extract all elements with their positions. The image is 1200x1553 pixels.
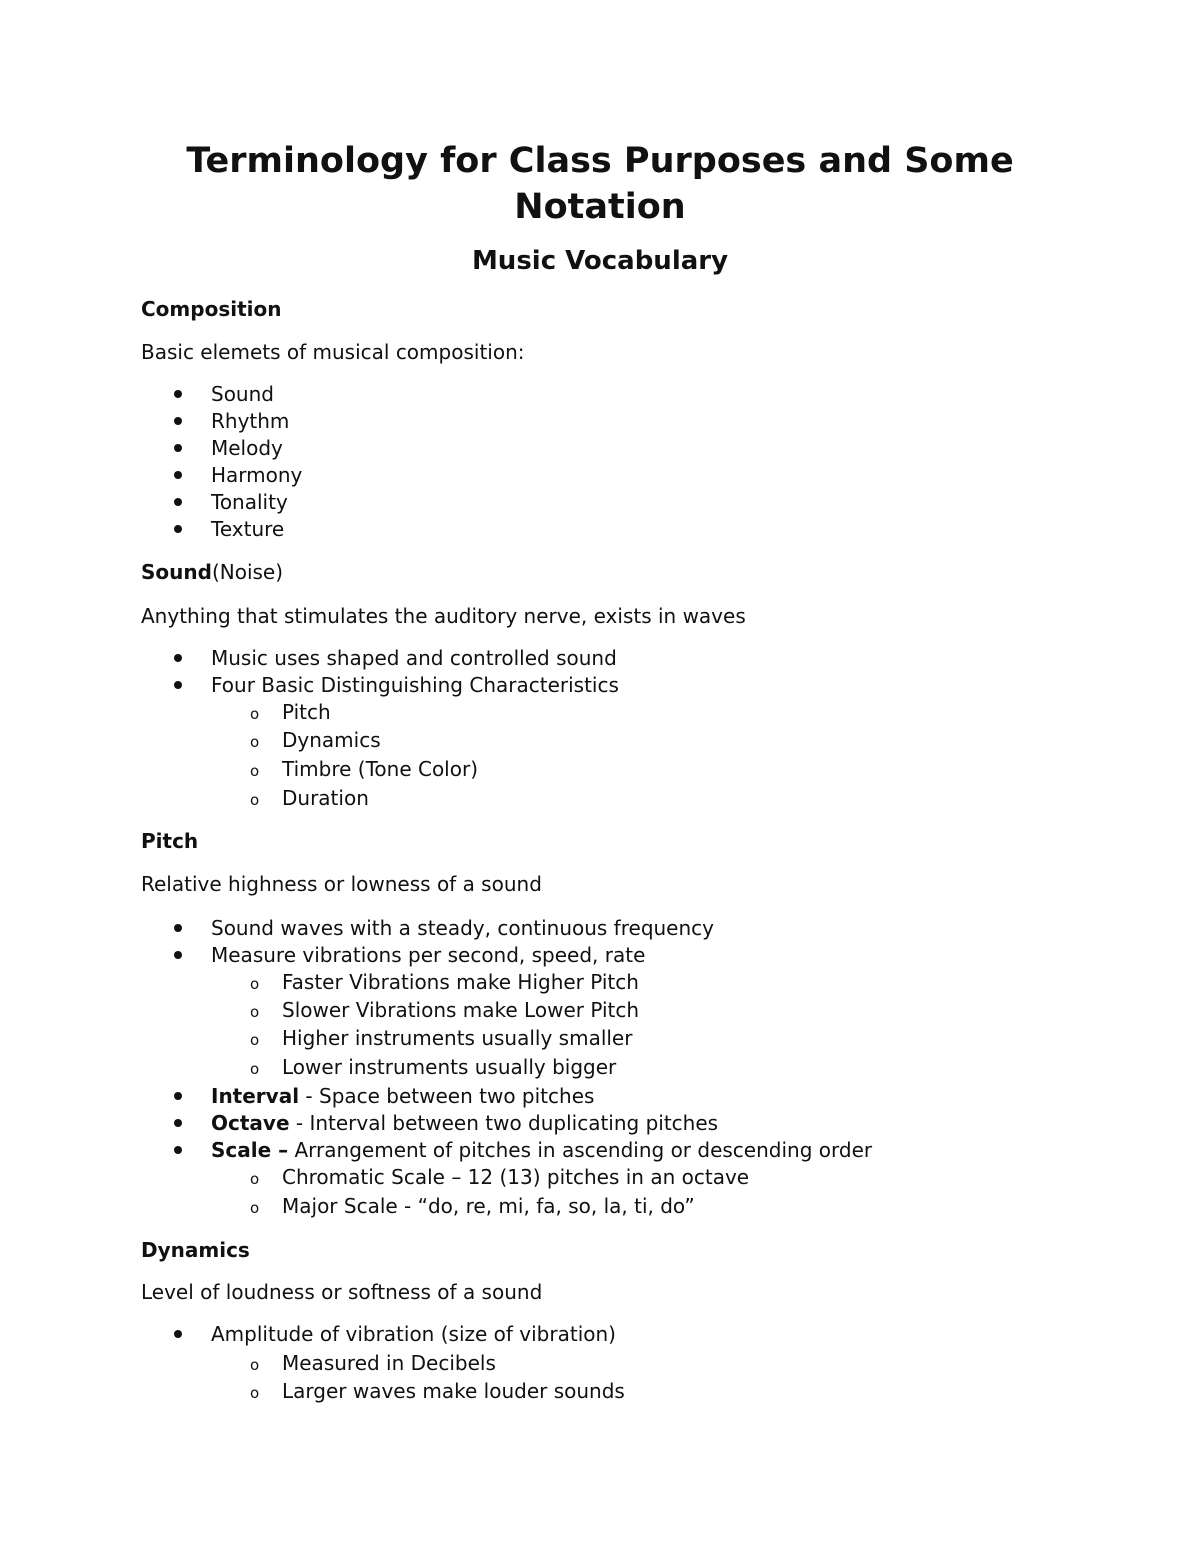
bullet-dot	[174, 390, 182, 398]
term-scale	[211, 1137, 872, 1163]
sub-list-item: Pitch	[282, 700, 331, 724]
term-definition: Arrangement of pitches in ascending or descending order	[288, 1138, 873, 1162]
term-definition: - Interval between two duplicating pitches	[289, 1111, 719, 1135]
sub-list-item: Faster Vibrations make Higher Pitch	[282, 970, 639, 994]
list-item: Four Basic Distinguishing Characteristics	[211, 673, 619, 697]
sound-intro: Anything that stimulates the auditory nerve, exists in waves	[141, 604, 746, 628]
heading-sound-paren: (Noise)	[211, 560, 284, 584]
list-item: Music uses shaped and controlled sound	[211, 646, 617, 670]
bullet-dot	[174, 1330, 182, 1338]
sub-list-item: Slower Vibrations make Lower Pitch	[282, 998, 640, 1022]
bullet-dot	[174, 525, 182, 533]
bullet-dot	[174, 1119, 182, 1127]
sub-bullet: o	[250, 1031, 260, 1049]
pitch-intro: Relative highness or lowness of a sound	[141, 872, 542, 896]
sub-list-item: Timbre (Tone Color)	[282, 757, 478, 781]
sub-bullet: o	[250, 791, 260, 809]
title-line-2: Notation	[514, 187, 686, 227]
bullet-dot	[174, 471, 182, 479]
term-interval	[211, 1083, 594, 1109]
bullet-dot	[174, 1146, 182, 1154]
sub-list-item: Lower instruments usually bigger	[282, 1055, 617, 1079]
sub-list-item: Dynamics	[282, 728, 381, 752]
list-item: Harmony	[211, 463, 303, 487]
heading-composition: Composition	[141, 297, 282, 321]
list-item: Sound	[211, 382, 274, 406]
sub-list-item: Higher instruments usually smaller	[282, 1026, 633, 1050]
term-label: Scale –	[211, 1138, 289, 1162]
sub-bullet: o	[250, 705, 260, 723]
bullet-dot	[174, 1092, 182, 1100]
bullet-dot	[174, 417, 182, 425]
bullet-dot	[174, 654, 182, 662]
heading-dynamics: Dynamics	[141, 1238, 250, 1262]
term-definition: - Space between two pitches	[299, 1084, 595, 1108]
sub-list-item: Major Scale - “do, re, mi, fa, so, la, ti, do”	[282, 1194, 695, 1218]
bullet-dot	[174, 498, 182, 506]
sub-bullet: o	[250, 1384, 260, 1402]
heading-sound	[141, 559, 283, 585]
sub-bullet: o	[250, 733, 260, 751]
sub-bullet: o	[250, 1003, 260, 1021]
heading-sound-label: Sound	[141, 560, 212, 584]
bullet-dot	[174, 681, 182, 689]
term-label: Octave	[211, 1111, 290, 1135]
list-item: Melody	[211, 436, 283, 460]
list-item: Sound waves with a steady, continuous frequency	[211, 916, 714, 940]
sub-list-item: Chromatic Scale – 12 (13) pitches in an octave	[282, 1165, 750, 1189]
dynamics-intro: Level of loudness or softness of a sound	[141, 1280, 543, 1304]
sub-bullet: o	[250, 762, 260, 780]
document-title	[0, 138, 1200, 230]
sub-list-item: Measured in Decibels	[282, 1351, 496, 1375]
list-item: Measure vibrations per second, speed, rate	[211, 943, 646, 967]
sub-list-item: Larger waves make louder sounds	[282, 1379, 625, 1403]
section-subtitle: Music Vocabulary	[471, 246, 729, 276]
bullet-dot	[174, 951, 182, 959]
list-item: Texture	[211, 517, 285, 541]
sub-bullet: o	[250, 1356, 260, 1374]
term-label: Interval	[211, 1084, 300, 1108]
sub-bullet: o	[250, 975, 260, 993]
term-octave	[211, 1110, 718, 1136]
bullet-dot	[174, 924, 182, 932]
heading-pitch: Pitch	[141, 829, 199, 853]
sub-bullet: o	[250, 1170, 260, 1188]
bullet-dot	[174, 444, 182, 452]
composition-intro: Basic elemets of musical composition:	[141, 340, 525, 364]
list-item: Tonality	[211, 490, 288, 514]
sub-bullet: o	[250, 1060, 260, 1078]
title-line-1: Terminology for Class Purposes and Some	[186, 141, 1014, 181]
sub-bullet: o	[250, 1199, 260, 1217]
list-item: Rhythm	[211, 409, 290, 433]
sub-list-item: Duration	[282, 786, 369, 810]
list-item: Amplitude of vibration (size of vibration)	[211, 1322, 616, 1346]
